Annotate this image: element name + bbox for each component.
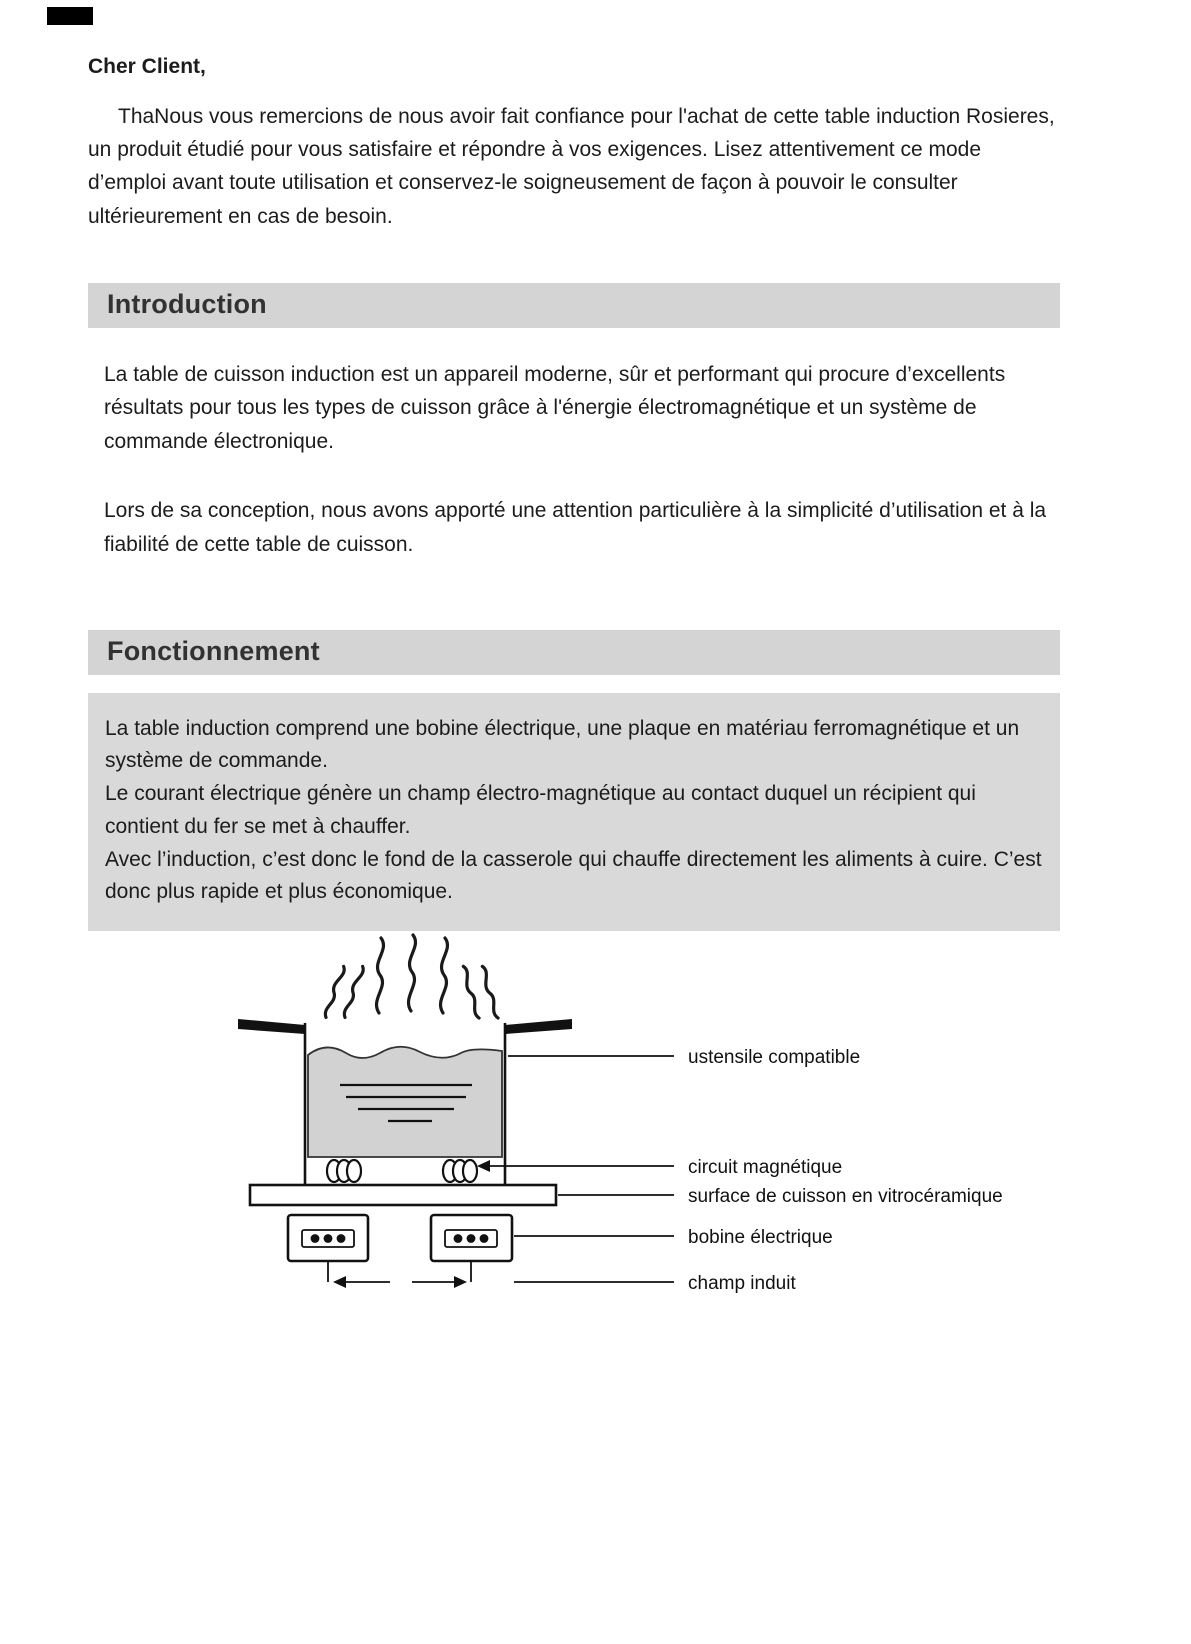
fonctionnement-body — [88, 693, 1060, 932]
pot-handle-right — [505, 1019, 572, 1034]
pot-handle-left — [238, 1019, 305, 1034]
coil-box-right — [431, 1215, 512, 1261]
section-title-fonctionnement: Fonctionnement — [107, 635, 320, 666]
induced-field-arrow-right — [454, 1276, 467, 1288]
fonctionnement-paragraph-1: La table induction comprend une bobine électrique, une plaque en matériau ferromagnétique et un système de commande. — [105, 716, 1020, 773]
arrow-to-magnetic-circuit — [477, 1160, 490, 1172]
induction-diagram — [88, 933, 1060, 1318]
magnetic-circuit-coils — [327, 1160, 477, 1182]
section-title-introduction: Introduction — [107, 288, 267, 319]
intro-paragraph: ThaNous vous remercions de nous avoir fait confiance pour l'achat de cette table induction Rosieres, un produit étudié pour vous satisfaire et répondre à vos exigences. Lisez attentivement ce mode d’emploi avant toute utilisation et conservez-le soigneusement de façon à pouvoir le consulter ultérieurement en cas de besoin. — [88, 105, 1055, 228]
introduction-body — [88, 358, 1060, 562]
greeting: Cher Client, — [88, 55, 206, 78]
print-corner-mark — [47, 7, 93, 25]
label-surface-vitroceramique: surface de cuisson en vitrocéramique — [688, 1186, 1003, 1208]
vitroceramic-surface — [250, 1185, 556, 1205]
induction-diagram-svg — [88, 933, 1098, 1313]
coil-box-left — [288, 1215, 368, 1261]
section-header-introduction — [88, 283, 1060, 328]
label-champ-induit: champ induit — [688, 1273, 796, 1295]
section-header-fonctionnement — [88, 630, 1060, 675]
pot-icon — [238, 1019, 572, 1185]
introduction-paragraph-1: La table de cuisson induction est un appareil moderne, sûr et performant qui procure d’excellents résultats pour tous les types de cuisson grâce à l'énergie électromagnétique et un système de commande électronique. — [104, 362, 1006, 453]
label-bobine-electrique: bobine électrique — [688, 1227, 833, 1249]
fonctionnement-paragraph-2: Le courant électrique génère un champ électro-magnétique au contact duquel un récipient qui contient du fer se met à chauffer. — [105, 782, 976, 838]
label-circuit-magnetique: circuit magnétique — [688, 1157, 843, 1179]
label-ustensile-compatible: ustensile compatible — [688, 1047, 861, 1069]
fonctionnement-paragraph-3: Avec l’induction, c’est donc le fond de la casserole qui chauffe directement les aliments à cuire. C’est donc plus rapide et plus économique. — [105, 847, 1042, 904]
induced-field-arrow-left — [333, 1276, 346, 1288]
steam-icon — [324, 935, 501, 1019]
page-content — [88, 0, 1060, 1318]
pot-liquid — [308, 1047, 502, 1157]
introduction-paragraph-2: Lors de sa conception, nous avons apporté une attention particulière à la simplicité d’utilisation et à la fiabilité de cette table de cuisson. — [104, 499, 1047, 557]
